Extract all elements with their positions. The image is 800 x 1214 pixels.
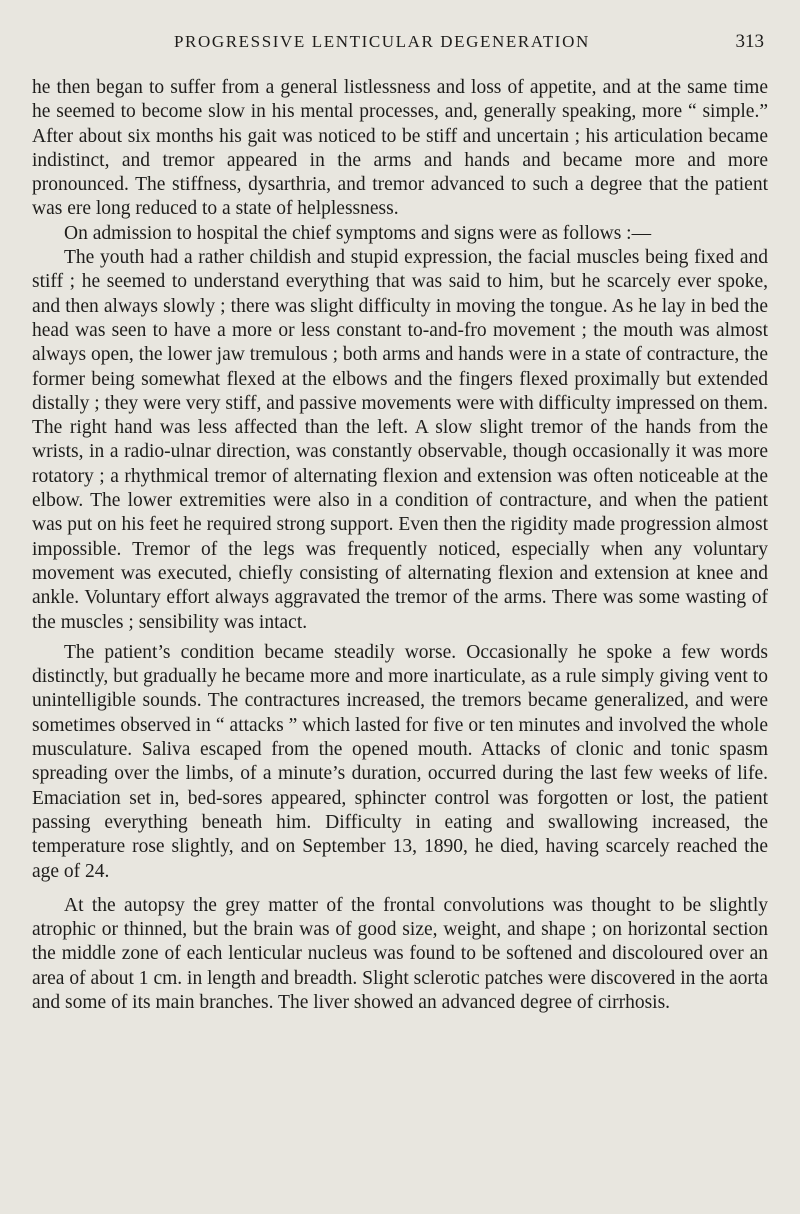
running-head [32,30,768,54]
body-text [32,76,768,1015]
paragraph-continuation: he then began to suffer from a general listlessness and loss of appetite, and at the same time he seemed to become slow in his mental processes, and, generally speaking, more “ simple.” After about six months his gait was noticed to be stiff and uncertain ; his articulation became indistinct, and tremor appeared in the arms and hands and became more and more pronounced. The stiffness, dysarthria, and tremor advanced to such a degree that the patient was ere long reduced to a state of helplessness. [32,77,768,220]
paragraph-autopsy: At the autopsy the grey matter of the frontal convolutions was thought to be slightly atrophic or thinned, but the brain was of good size, weight, and shape ; on horizontal section the middle zone of each lenticular nucleus was found to be softened and discoloured over an area of about 1 cm. in length and breadth. Slight sclerotic patches were discovered in the aorta and some of its main branches. The liver showed an advanced degree of cirrhosis. [32,894,768,1013]
paragraph-admission: On admission to hospital the chief symptoms and signs were as follows :— [64,222,652,244]
paragraph-symptoms: The youth had a rather childish and stupid expression, the facial muscles being fixed and stiff ; he seemed to understand everything that was said to him, but he scarcely ever spoke, and then always slowly ; there was slight difficulty in moving the tongue. As he lay in bed the head was seen to have a more or less constant to-and-fro movement ; the mouth was almost always open, the lower jaw tremulous ; both arms and hands were in a state of contracture, the former being somewhat flexed at the elbows and the fingers flexed proximally but extended distally ; they were very stiff, and passive movements were with difficulty impressed on them. The right hand was less affected than the left. A slow slight tremor of the hands from the wrists, in a radio-ulnar direction, was constantly observable, though occasionally it was more rotatory ; a rhythmical tremor of alternating flexion and extension was often noticeable at the elbow. The lower extremities were also in a condition of contracture, and when the patient was put on his feet he required strong support. Even then the rigidity made progression almost impossible. Tremor of the legs was frequently noticed, especially when any voluntary movement was executed, chiefly consisting of alternating flexion and extension at knee and ankle. Voluntary effort always aggravated the tremor of the arms. There was some wasting of the muscles ; sensibility was intact. [32,247,768,633]
running-title: PROGRESSIVE LENTICULAR DEGENERATION [174,32,590,51]
page-number: 313 [735,31,764,52]
paragraph-course: The patient’s condition became steadily worse. Occasionally he spoke a few words distinctly, but gradually he became more and more inarticulate, as a rule simply giving vent to unintelligible sounds. The contractures increased, the tremors became generalized, and were sometimes observed in “ attacks ” which lasted for five or ten minutes and involved the whole musculature. Saliva escaped from the opened mouth. Attacks of clonic and tonic spasm spreading over the limbs, of a minute’s duration, occurred during the last few weeks of life. Emaciation set in, bed-sores appeared, sphincter control was forgotten or lost, the patient passing everything beneath him. Difficulty in eating and swallowing increased, the temperature rose slightly, and on September 13, 1890, he died, having scarcely reached the age of 24. [32,641,768,882]
